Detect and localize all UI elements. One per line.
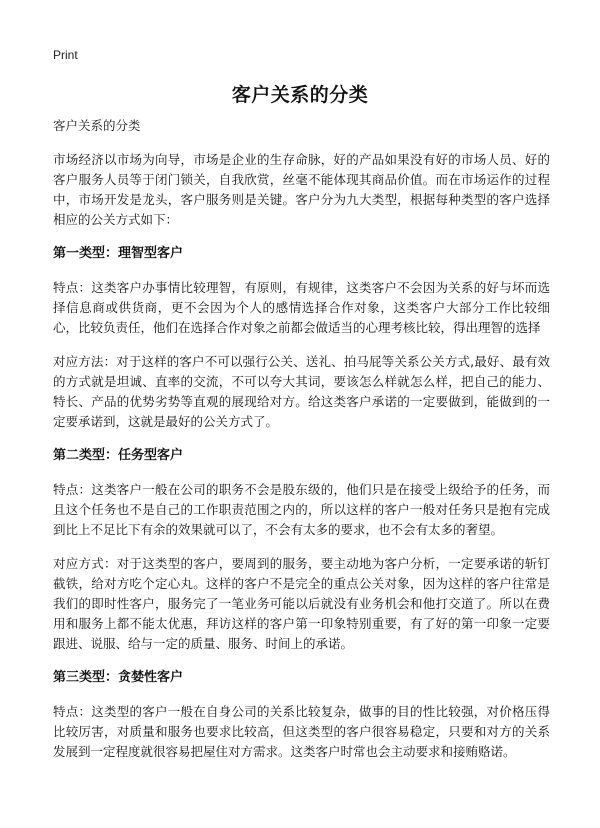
print-link[interactable]: Print bbox=[53, 48, 78, 62]
intro-paragraph: 市场经济以市场为向导，市场是企业的生存命脉，好的产品如果没有好的市场人员、好的客户服务人员等于闭门锁关，自我欣赏，丝毫不能体现其商品价值。而在市场运作的过程中，市场开发是龙头，客户服务则是关键。客户分为九大类型，根据每种类型的客户选择相应的公关方式如下： bbox=[53, 152, 550, 227]
document-subtitle: 客户关系的分类 bbox=[53, 118, 141, 133]
section-heading-type-3: 第三类型：贪婪性客户 bbox=[53, 670, 184, 685]
document-title: 客户关系的分类 bbox=[231, 84, 369, 106]
section-3-traits: 特点：这类型的客户一般在自身公司的关系比较复杂，做事的目的性比较强，对价格压得比较厉害，对质量和服务也要求比较高，但这类型的客户很容易稳定，只要和对方的关系发展到一定程度就很容易把屋住对方需求。这类客户时常也会主动要求和接贿赂诺。 bbox=[53, 704, 550, 759]
section-heading-type-1: 第一类型：理智型客户 bbox=[53, 246, 184, 261]
section-heading-type-2: 第二类型：任务型客户 bbox=[53, 448, 184, 463]
document-body bbox=[53, 116, 550, 776]
section-1-approach: 对应方法：对于这样的客户不可以强行公关、送礼、拍马屁等关系公关方式,最好、最有效的方式就是坦诚、直率的交流，不可以夸大其词，要该怎么样就怎么样，把自己的能力、特长、产品的优势劣势等直观的展现给对方。给这类客户承诺的一定要做到，能做到的一定要承诺到，这就是最好的公关方式了。 bbox=[53, 354, 550, 429]
section-2-traits: 特点：这类客户一般在公司的职务不会是股东级的，他们只是在接受上级给予的任务，而且这个任务也不是自己的工作职责范围之内的，所以这样的客户一般对任务只是抱有完成到比上不足比下有余的效果就可以了，不会有太多的要求，也不会有太多的奢望。 bbox=[53, 482, 550, 537]
section-2-approach: 对应方式：对于这类型的客户，要周到的服务，要主动地为客户分析，一定要承诺的斩钉截铁，给对方吃个定心丸。这样的客户不是完全的重点公关对象，因为这样的客户往常是我们的即时性客户，服务完了一笔业务可能以后就没有业务机会和他打交道了。所以在费用和服务上都不能太优惠，拜访这样的客户第一印象特别重要，有了好的第一印象一定要跟进、说服、给与一定的质量、服务、时间上的承诺。 bbox=[53, 556, 550, 651]
section-1-traits: 特点：这类客户办事情比较理智，有原则，有规律，这类客户不会因为关系的好与坏而选择信息商或供货商，更不会因为个人的感情选择合作对象，这类客户大部分工作比较细心，比较负责任，他们在选择合作对象之前都会做适当的心理考核比较，得出理智的选择 bbox=[53, 280, 550, 335]
